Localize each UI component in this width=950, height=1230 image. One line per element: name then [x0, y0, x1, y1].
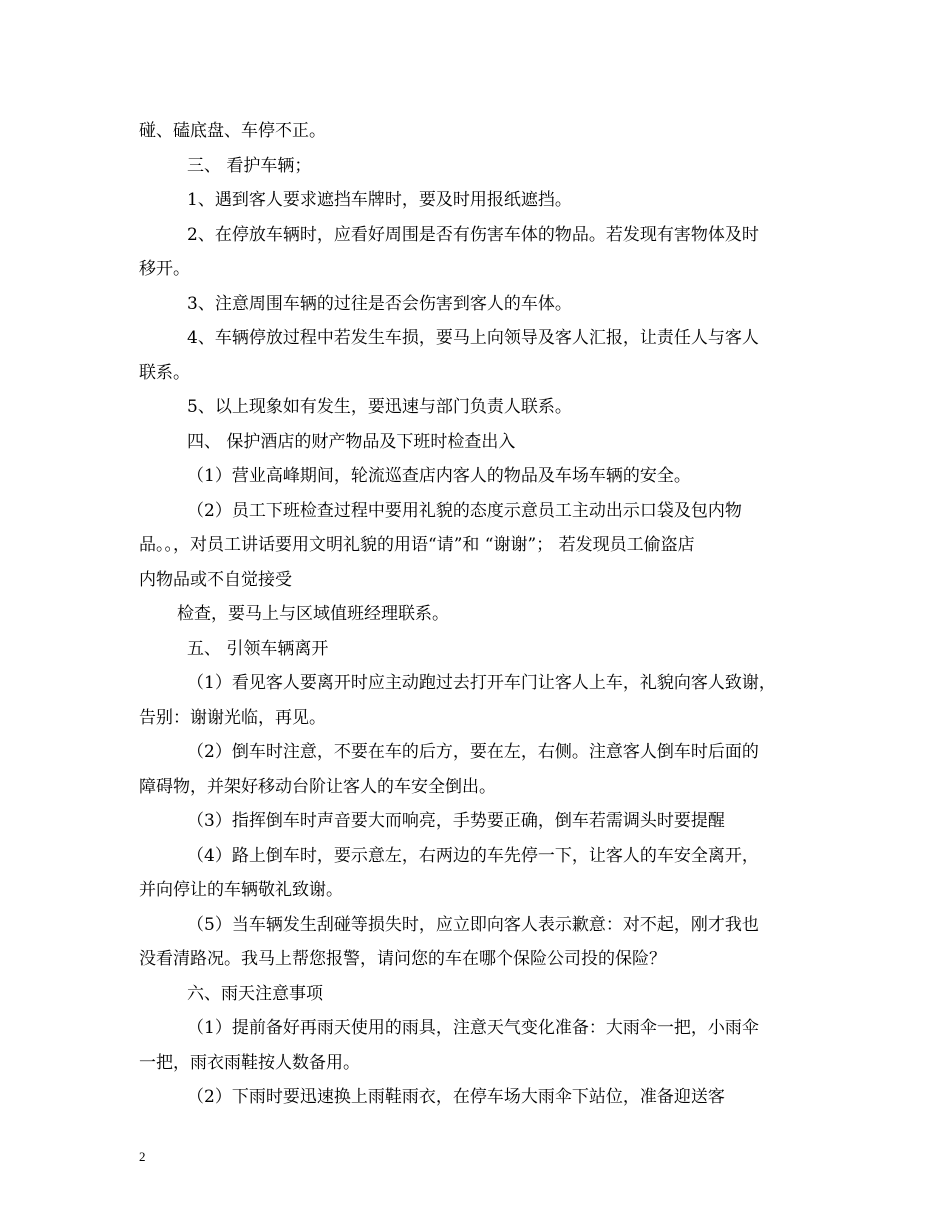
text-line: 5、以上现象如有发生，要迅速与部门负责人联系。	[187, 397, 572, 417]
text-line: （4）路上倒车时，要示意左，右两边的车先停一下，让客人的车安全离开，	[187, 846, 759, 866]
text-line: 并向停让的车辆敬礼致谢。	[139, 880, 343, 900]
section-heading: 五、 引领车辆离开	[187, 639, 329, 659]
text-line: 1、遇到客人要求遮挡车牌时，要及时用报纸遮挡。	[187, 190, 572, 210]
text-line: （1）看见客人要离开时应主动跑过去打开车门让客人上车，礼貌向客人致谢，	[187, 673, 776, 693]
text-line: 品。。，对员工讲话要用文明礼貌的用语“请”和 “谢谢”； 若发现员工偷盗店	[139, 535, 695, 555]
text-line: 检查，要马上与区域值班经理联系。	[177, 604, 449, 624]
section-heading: 六、雨天注意事项	[187, 984, 323, 1004]
text-line: 内物品或不自觉接受	[139, 570, 292, 590]
text-line: 联系。	[139, 363, 190, 383]
text-line: （5）当车辆发生刮碰等损失时，应立即向客人表示歉意：对不起，刚才我也	[187, 915, 759, 935]
text-line: （2）倒车时注意，不要在车的后方，要在左，右侧。注意客人倒车时后面的	[187, 742, 759, 762]
text-line: （3）指挥倒车时声音要大而响亮，手势要正确，倒车若需调头时要提醒	[187, 811, 725, 831]
text-line: 移开。	[139, 259, 190, 279]
text-line: （1）营业高峰期间，轮流巡查店内客人的物品及车场车辆的安全。	[187, 466, 691, 486]
text-line: （2）员工下班检查过程中要用礼貌的态度示意员工主动出示口袋及包内物	[187, 501, 742, 521]
text-line: 3、注意周围车辆的过往是否会伤害到客人的车体。	[187, 294, 572, 314]
text-line: （2）下雨时要迅速换上雨鞋雨衣，在停车场大雨伞下站位，准备迎送客	[187, 1087, 725, 1107]
text-line: 障碍物，并架好移动台阶让客人的车安全倒出。	[139, 777, 496, 797]
text-line: 告别：谢谢光临，再见。	[139, 708, 326, 728]
text-line: 一把，雨衣雨鞋按人数备用。	[139, 1053, 360, 1073]
page-number: 2	[139, 1149, 146, 1164]
text-line: 2、在停放车辆时，应看好周围是否有伤害车体的物品。若发现有害物体及时	[187, 225, 759, 245]
section-heading: 四、 保护酒店的财产物品及下班时检查出入	[187, 432, 516, 452]
section-heading: 三、 看护车辆；	[187, 156, 312, 176]
text-line: 4、车辆停放过程中若发生车损，要马上向领导及客人汇报，让责任人与客人	[187, 328, 759, 348]
text-line: 没看清路况。我马上帮您报警，请问您的车在哪个保险公司投的保险？	[139, 949, 666, 969]
text-line: （1）提前备好再雨天使用的雨具，注意天气变化准备：大雨伞一把，小雨伞	[187, 1018, 759, 1038]
text-line: 碰、磕底盘、车停不正。	[139, 121, 326, 141]
